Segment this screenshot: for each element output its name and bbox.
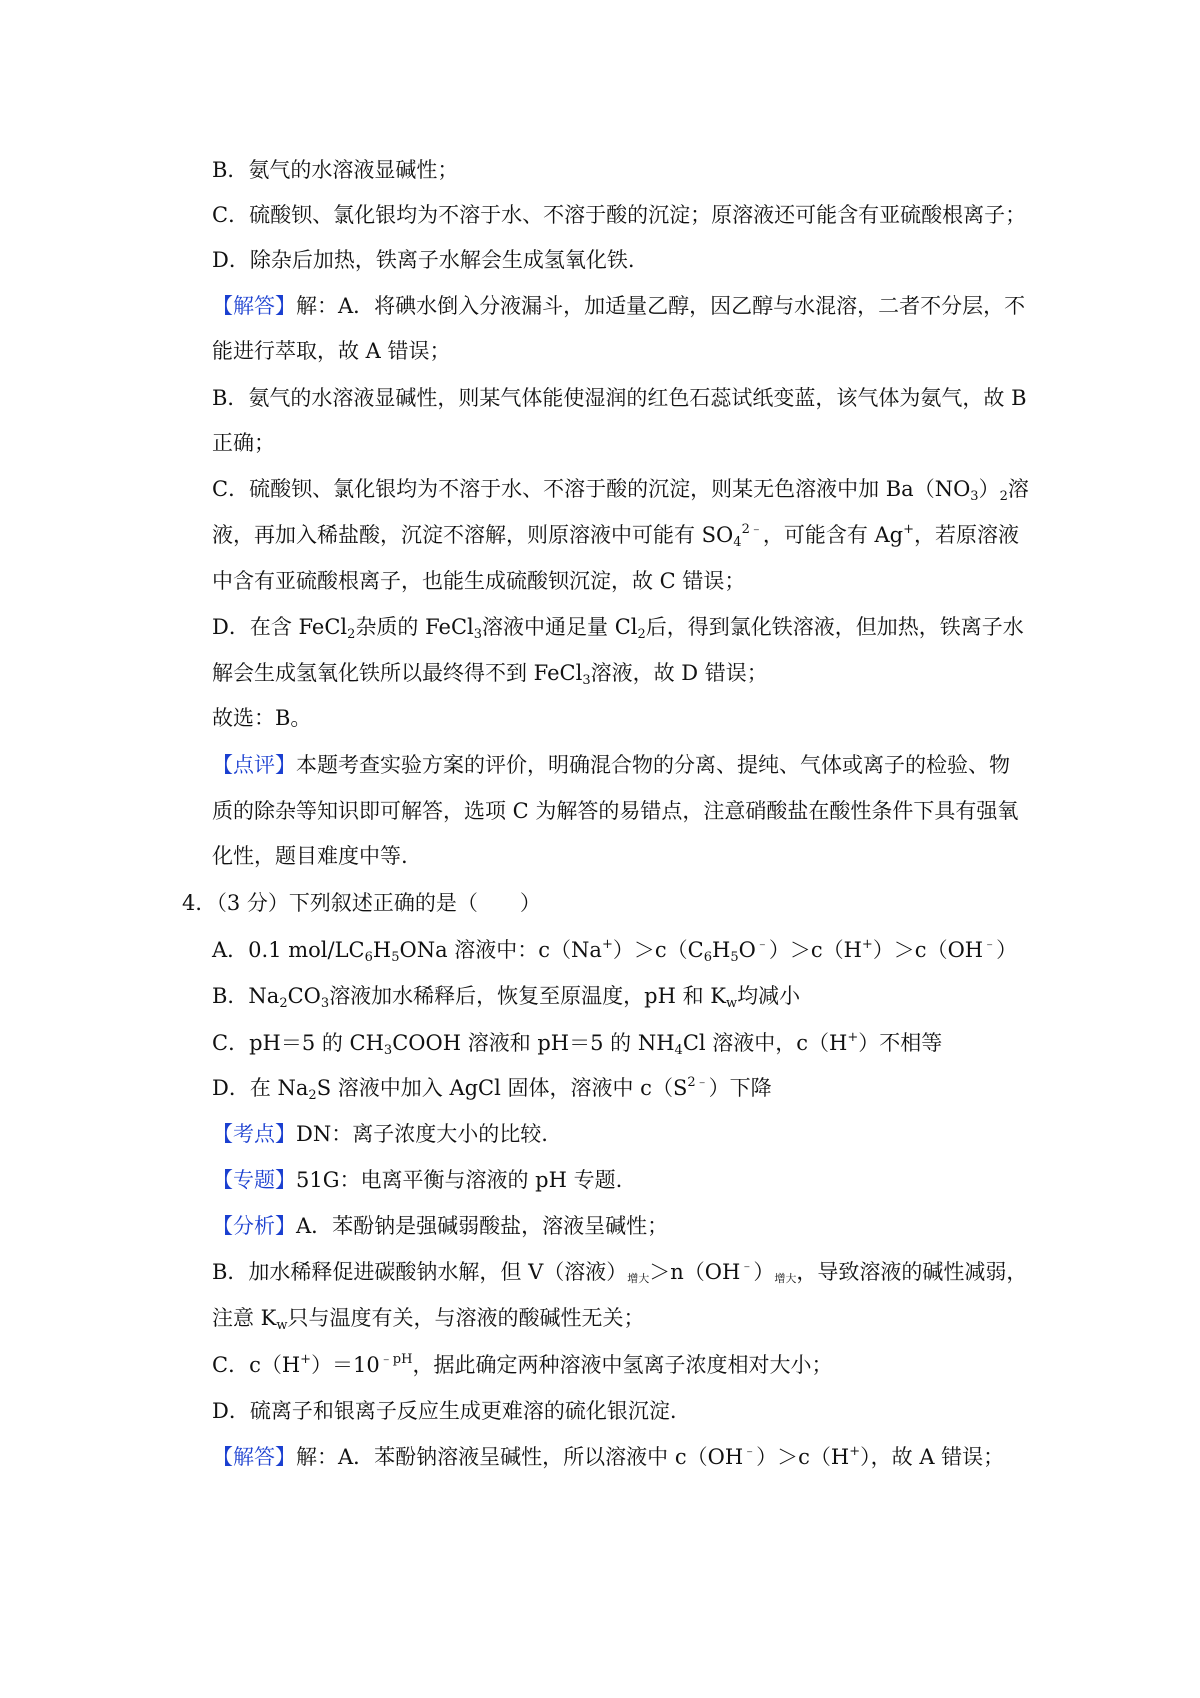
subscript: 3 [320,996,330,1011]
text: ） [978,477,1000,501]
text: 本题考查实验方案的评价，明确混合物的分离、提纯、气体或离子的检验、物 [296,753,1010,777]
text: ）＞c（H [768,938,862,962]
subscript: 2 [637,627,646,642]
text-line [212,1396,677,1426]
superscript: + [847,1030,859,1045]
text: 溶液，故 D 错误； [590,661,768,685]
text: D．在 Na [212,1076,309,1100]
text-line [212,245,635,275]
text: 解：A．苯酚钠溶液呈碱性，所以溶液中 c（OH [296,1445,744,1469]
text: 后，得到氯化铁溶液，但加热，铁离子水 [645,615,1024,639]
superscript: ﹣ [983,937,997,952]
text: 故选：B。 [212,706,312,730]
superscript: ﹣ [755,937,769,952]
subject-line [212,1165,622,1195]
answer-tag: 【解答】 [212,294,296,318]
superscript: + [903,522,915,537]
text: D．硫离子和银离子反应生成更难溶的硫化银沉淀. [212,1399,677,1423]
subscript: 3 [970,489,979,504]
superscript: + [601,937,613,952]
option-b [212,981,800,1011]
text: ONa 溶液中：c（Na [399,938,602,962]
subscript: 2 [347,627,356,642]
text: ＞n（OH [649,1260,741,1284]
text: ）不相等 [858,1031,943,1055]
text: ）＞c（C [612,938,704,962]
text: ，可能含有 Ag [762,523,904,547]
answer-line [212,291,1025,321]
text: 只与温度有关，与溶液的酸碱性无关； [287,1306,645,1330]
text-line [212,428,275,458]
text: C．c（H [212,1353,301,1377]
text: ，据此确定两种溶液中氢离子浓度相对大小； [412,1353,833,1377]
text: B．氨气的水溶液显碱性，则某气体能使湿润的红色石蕊试纸变蓝，该气体为氨气，故 B [212,386,1027,410]
superscript: 2﹣ [687,1075,709,1090]
topic-tag: 【考点】 [212,1122,296,1146]
text: ，若原溶液 [914,523,1020,547]
text: ） [753,1260,775,1284]
text-line [212,1350,832,1380]
text: 质的除杂等知识即可解答，选项 C 为解答的易错点，注意硝酸盐在酸性条件下具有强氧 [212,799,1019,823]
comment-line [212,750,1010,780]
subscript: 5 [730,950,739,965]
text-line [212,703,311,733]
small-subscript: 增大 [774,1272,797,1285]
text: H [711,938,731,962]
superscript: ﹣ [743,1444,757,1459]
text-line [212,336,451,366]
text-line [212,658,768,688]
text: O [738,938,756,962]
text: 溶 [1007,477,1029,501]
text-line [212,200,1026,230]
text: 能进行萃取，故 A 错误； [212,339,451,363]
text: 化性，题目难度中等. [212,844,408,868]
text: 溶液加水稀释后，恢复至原温度，pH 和 K [329,984,726,1008]
analysis-line [212,1211,668,1241]
question-title [182,888,541,918]
superscript: + [300,1352,312,1367]
superscript: 2﹣ [741,522,763,537]
superscript: ﹣pH [379,1352,413,1367]
superscript: + [861,937,873,952]
text: ） [996,938,1018,962]
text-line [212,1257,1027,1294]
text: 杂质的 FeCl [355,615,474,639]
subscript: 5 [391,950,400,965]
text: Cl 溶液中，c（H [682,1031,848,1055]
subscript: 3 [582,673,591,688]
subject-tag: 【专题】 [212,1168,296,1192]
text: C．硫酸钡、氯化银均为不溶于水、不溶于酸的沉淀，则某无色溶液中加 Ba（NO [212,477,971,501]
subscript: 6 [364,950,373,965]
text: 液，再加入稀盐酸，沉淀不溶解，则原溶液中可能有 SO [212,523,734,547]
text: D．除杂后加热，铁离子水解会生成氢氧化铁. [212,248,635,272]
text: C．pH＝5 的 CH [212,1031,384,1055]
subscript: 2 [279,996,288,1011]
option-a [212,935,1017,965]
text: ）下降 [708,1076,772,1100]
subscript: 4 [733,535,742,550]
text: 正确； [212,431,275,455]
text-line [212,841,408,871]
text-line [212,612,1024,642]
text-line [212,566,745,596]
text-line [212,1303,645,1333]
text: 注意 K [212,1306,277,1330]
option-d [212,1073,772,1103]
text: 溶液中通足量 Cl [482,615,638,639]
text-line [212,796,1018,826]
text: COOH 溶液和 pH＝5 的 NH [392,1031,675,1055]
answer-tag: 【解答】 [212,1445,296,1469]
subscript: 3 [473,627,483,642]
text: ）＞c（OH [872,938,984,962]
analysis-tag: 【分析】 [212,1214,296,1238]
subscript: 3 [383,1043,393,1058]
text: ）＝10 [311,1353,380,1377]
text: C．硫酸钡、氯化银均为不溶于水、不溶于酸的沉淀；原溶液还可能含有亚硫酸根离子； [212,203,1027,227]
text-line [212,383,1027,413]
text: 51G：电离平衡与溶液的 pH 专题. [296,1168,623,1192]
superscript: + [849,1444,861,1459]
text: 中含有亚硫酸根离子，也能生成硫酸钡沉淀，故 C 错误； [212,569,746,593]
text-line [212,520,1019,550]
text: 解：A．将碘水倒入分液漏斗，加适量乙醇，因乙醇与水混溶，二者不分层，不 [296,294,1026,318]
subscript: 6 [703,950,712,965]
text: CO [287,984,321,1008]
text: B．Na [212,984,280,1008]
text-line [212,474,1029,504]
text: ），故 A 错误； [860,1445,1005,1469]
subscript: 2 [308,1088,317,1103]
option-c [212,1028,942,1058]
text: ）＞c（H [756,1445,850,1469]
text: S 溶液中加入 AgCl 固体，溶液中 c（S [316,1076,688,1100]
text: H [372,938,392,962]
text: D．在含 FeCl [212,615,348,639]
text: A．0.1 mol/LC [212,938,365,962]
text: 4．（3 分）下列叙述正确的是（ ） [182,891,541,915]
text: B．氨气的水溶液显碱性； [212,158,459,182]
small-subscript: 增大 [627,1272,650,1285]
text-line [212,155,458,185]
answer-line [212,1442,1004,1472]
comment-tag: 【点评】 [212,753,296,777]
text: ，导致溶液的碱性减弱， [796,1260,1028,1284]
text: DN：离子浓度大小的比较. [296,1122,548,1146]
text: B．加水稀释促进碳酸钠水解，但 V（溶液） [212,1260,628,1284]
subscript: w [276,1318,288,1333]
text: A．苯酚钠是强碱弱酸盐，溶液呈碱性； [296,1214,669,1238]
subscript: 4 [674,1043,683,1058]
text: 解会生成氢氧化铁所以最终得不到 FeCl [212,661,583,685]
topic-line [212,1119,548,1149]
text: 均减小 [737,984,801,1008]
subscript: w [725,996,738,1011]
subscript: 2 [999,489,1008,504]
superscript: ﹣ [740,1259,754,1274]
